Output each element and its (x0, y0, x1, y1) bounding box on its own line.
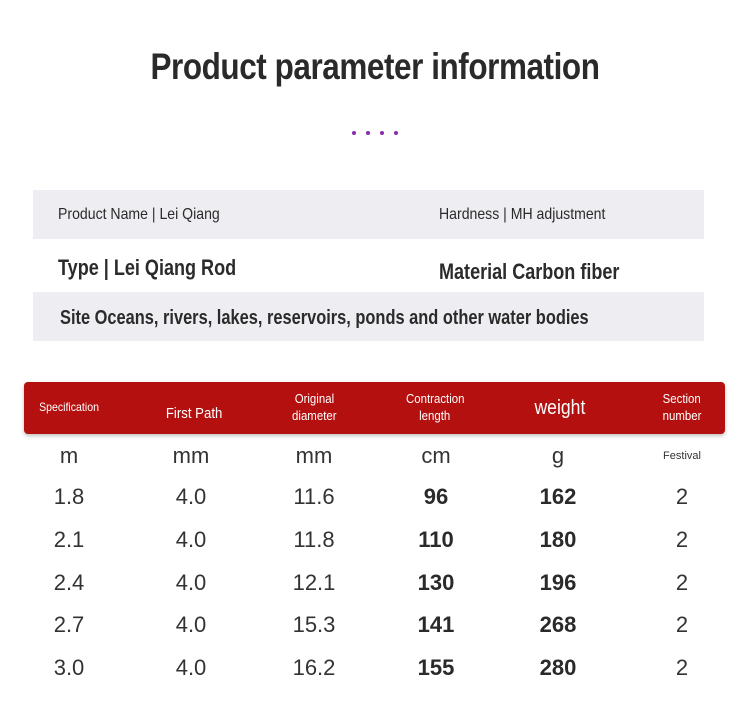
table-row (0, 520, 750, 560)
unit-cell: g (551, 443, 565, 468)
table-cell: 4.0 (175, 655, 207, 680)
header-specification: Specification (39, 400, 99, 415)
param-row-site (33, 292, 704, 341)
param-row-type-material (33, 243, 704, 292)
table-cell: 2.7 (53, 612, 85, 637)
table-cell: 2.1 (53, 527, 85, 552)
table-cell: 280 (539, 655, 577, 680)
unit-cell: Festival (663, 450, 701, 462)
header-contraction-length: Contraction length (405, 391, 465, 423)
table-cell: 268 (539, 612, 577, 637)
units-row (0, 436, 750, 476)
table-cell: 2 (675, 570, 689, 595)
hardness-text: Hardness | MH adjustment (439, 206, 606, 223)
spec-table-header (24, 382, 725, 434)
table-cell: 11.6 (293, 484, 335, 509)
table-cell: 162 (539, 484, 577, 509)
header-first-path: First Path (165, 405, 223, 423)
table-cell: 2 (675, 612, 689, 637)
table-row (0, 648, 750, 688)
table-cell: 15.3 (292, 612, 336, 637)
unit-cell: cm (421, 443, 451, 468)
table-cell: 110 (418, 527, 454, 552)
table-cell: 2 (675, 484, 689, 509)
table-cell: 4.0 (175, 612, 207, 637)
table-cell: 4.0 (175, 484, 207, 509)
table-row (0, 563, 750, 603)
table-cell: 11.8 (293, 527, 335, 552)
unit-cell: mm (295, 443, 333, 468)
decorative-dots (0, 122, 750, 140)
material-text: Material Carbon fiber (439, 259, 620, 284)
table-cell: 4.0 (175, 570, 207, 595)
dot-icon (394, 131, 398, 135)
type-text: Type | Lei Qiang Rod (58, 255, 237, 280)
page-title: Product parameter information (150, 46, 600, 87)
table-cell: 130 (417, 570, 455, 595)
param-row-name-hardness (33, 190, 704, 239)
table-cell: 3.0 (53, 655, 85, 680)
table-cell: 2 (675, 527, 689, 552)
header-original-diameter: Original diameter (291, 391, 337, 423)
header-weight: weight (534, 397, 586, 419)
dot-icon (380, 131, 384, 135)
header-section-number: Section number (662, 391, 702, 423)
table-cell: 141 (417, 612, 455, 637)
table-row (0, 605, 750, 645)
dot-icon (366, 131, 370, 135)
table-cell: 4.0 (175, 527, 207, 552)
table-cell: 96 (423, 484, 449, 509)
dot-icon (352, 131, 356, 135)
table-row (0, 477, 750, 517)
table-cell: 196 (539, 570, 577, 595)
table-cell: 2.4 (53, 570, 85, 595)
table-cell: 155 (417, 655, 455, 680)
unit-cell: mm (172, 443, 210, 468)
site-text: Site Oceans, rivers, lakes, reservoirs, ponds and other water bodies (60, 307, 589, 329)
table-cell: 2 (675, 655, 689, 680)
table-cell: 1.8 (53, 484, 85, 509)
table-cell: 180 (539, 527, 577, 552)
unit-cell: m (59, 443, 79, 468)
product-name-text: Product Name | Lei Qiang (58, 206, 220, 223)
table-cell: 12.1 (292, 570, 336, 595)
table-cell: 16.2 (292, 655, 336, 680)
